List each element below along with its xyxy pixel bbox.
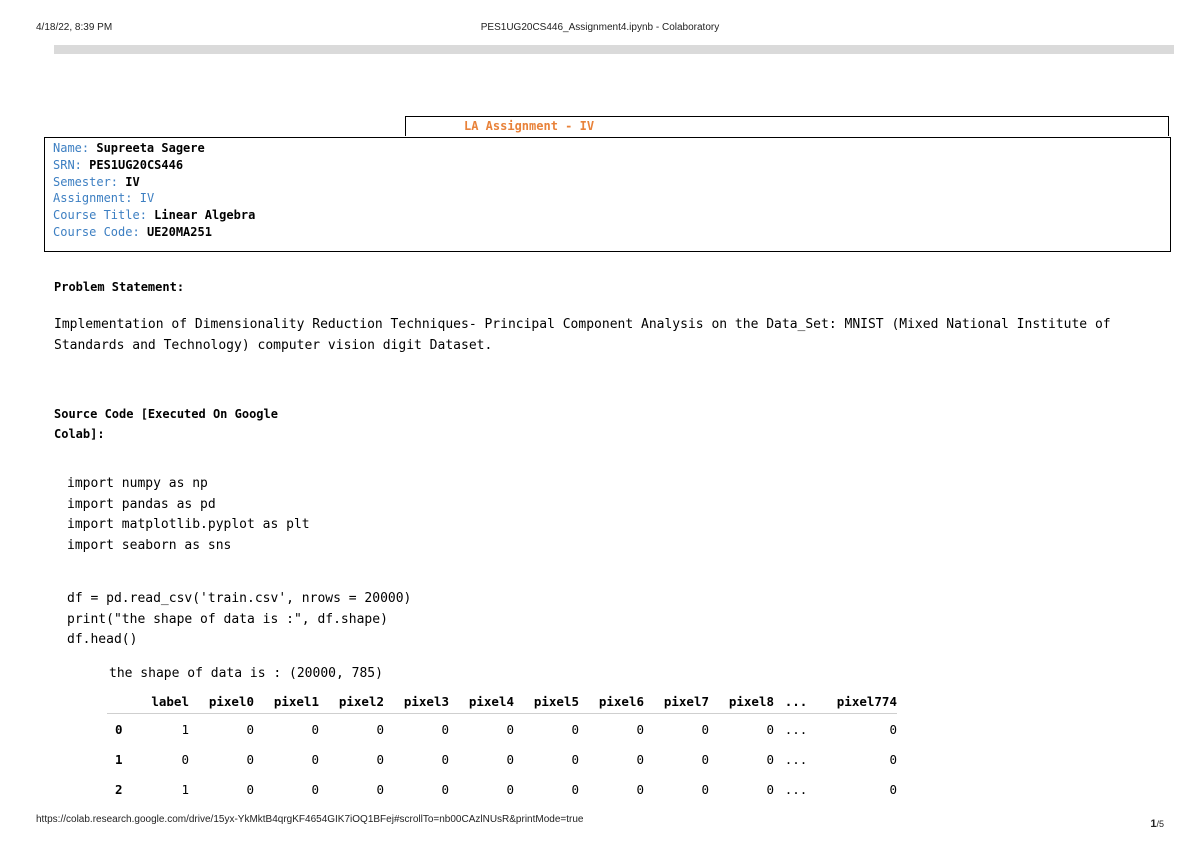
- column-header: label: [151, 693, 189, 709]
- table-cell: 0: [701, 721, 709, 737]
- column-header: pixel5: [533, 693, 579, 709]
- column-header: [107, 689, 141, 714]
- info-value: UE20MA251: [146, 224, 212, 239]
- table-cell: 0: [311, 751, 319, 767]
- info-label: Course Code:: [53, 224, 140, 239]
- info-row-course-title: [53, 207, 1170, 224]
- assignment-title: LA Assignment - IV: [464, 119, 595, 133]
- column-header: pixel0: [208, 693, 254, 709]
- table-row: [107, 744, 897, 774]
- info-label: SRN:: [53, 157, 82, 172]
- print-page-title: PES1UG20CS446_Assignment4.ipynb - Colaboratory: [480, 22, 720, 33]
- column-header: ...: [784, 693, 808, 709]
- table-row: [107, 714, 897, 745]
- table-cell: 0: [181, 751, 189, 767]
- code-cell-read-csv[interactable]: df = pd.read_csv('train.csv', nrows = 20000) print("the shape of data is :", df.shape) df.head(): [67, 591, 412, 647]
- row-index: 1: [115, 751, 123, 767]
- column-header: pixel7: [663, 693, 709, 709]
- info-row-assignment: [53, 190, 1170, 207]
- print-datetime: 4/18/22, 8:39 PM: [36, 22, 113, 33]
- table-cell: 1: [181, 781, 189, 797]
- table-cell: ...: [784, 751, 808, 767]
- table-cell: 0: [376, 721, 384, 737]
- table-cell: 0: [506, 781, 514, 797]
- table-cell: 0: [246, 751, 254, 767]
- column-header: pixel8: [728, 693, 774, 709]
- table-cell: 0: [571, 781, 579, 797]
- table-cell: 0: [441, 751, 449, 767]
- current-page: 1: [1150, 818, 1157, 830]
- info-row-course-code: [53, 224, 1170, 241]
- column-header: pixel6: [598, 693, 644, 709]
- info-label: Semester:: [53, 174, 119, 189]
- table-cell: 0: [766, 781, 774, 797]
- table-cell: 0: [246, 781, 254, 797]
- dataframe-output-table: [107, 689, 897, 804]
- page-number: [1150, 818, 1164, 830]
- info-value: IV: [139, 191, 155, 206]
- table-cell: 0: [571, 721, 579, 737]
- table-cell: 0: [311, 781, 319, 797]
- source-code-label: Source Code [Executed On Google Colab]:: [54, 407, 278, 441]
- info-label: Name:: [53, 141, 90, 155]
- table-cell: ...: [784, 781, 808, 797]
- table-cell: 0: [889, 721, 897, 737]
- info-value: Supreeta Sagere: [96, 141, 205, 155]
- student-info-box: [44, 137, 1171, 252]
- table-cell: 0: [571, 751, 579, 767]
- table-cell: 0: [701, 751, 709, 767]
- table-cell: 0: [506, 751, 514, 767]
- problem-statement-label: Problem Statement:: [54, 280, 185, 294]
- info-value: Linear Algebra: [154, 208, 256, 223]
- table-cell: 0: [441, 781, 449, 797]
- problem-statement-text: Implementation of Dimensionality Reduction Techniques- Principal Component Analysis on the Data_Set: MNIST (Mixed National Institute of Standards and Technology) computer vision digit Dataset.: [54, 317, 1111, 353]
- table-row: [107, 774, 897, 804]
- row-index: 0: [115, 721, 123, 737]
- table-cell: 0: [636, 751, 644, 767]
- info-row-name: [53, 140, 1170, 157]
- table-cell: 0: [636, 781, 644, 797]
- table-cell: 0: [636, 721, 644, 737]
- column-header: pixel774: [836, 693, 897, 709]
- code-cell-imports[interactable]: import numpy as np import pandas as pd import matplotlib.pyplot as plt import seaborn as sns: [67, 476, 310, 553]
- info-row-srn: [53, 157, 1170, 174]
- notebook-toolbar-bar: [54, 45, 1174, 54]
- table-cell: 0: [766, 751, 774, 767]
- table-cell: 0: [889, 781, 897, 797]
- table-cell: ...: [784, 721, 808, 737]
- footer-url[interactable]: https://colab.research.google.com/drive/15yx-YkMktB4qrgKF4654GIK7iOQ1BFej#scrollTo=nb00CAzlNUsR&printMode=true: [36, 814, 584, 825]
- total-pages: /5: [1156, 819, 1164, 829]
- table-cell: 0: [766, 721, 774, 737]
- table-cell: 1: [181, 721, 189, 737]
- info-value: PES1UG20CS446: [89, 157, 184, 172]
- table-cell: 0: [311, 721, 319, 737]
- column-header: pixel2: [338, 693, 384, 709]
- table-cell: 0: [376, 781, 384, 797]
- table-cell: 0: [506, 721, 514, 737]
- column-header: pixel4: [468, 693, 514, 709]
- table-cell: 0: [701, 781, 709, 797]
- table-cell: 0: [889, 751, 897, 767]
- table-cell: 0: [376, 751, 384, 767]
- info-label: Course Title:: [53, 208, 147, 223]
- info-label: Assignment:: [53, 191, 133, 206]
- column-header: pixel3: [403, 693, 449, 709]
- column-header: pixel1: [273, 693, 319, 709]
- table-cell: 0: [246, 721, 254, 737]
- assignment-title-box: [405, 116, 1169, 136]
- cell-output-text: the shape of data is : (20000, 785): [109, 666, 383, 681]
- table-header-row: [107, 689, 897, 714]
- info-row-semester: [53, 174, 1170, 191]
- info-value: IV: [125, 174, 140, 189]
- row-index: 2: [115, 781, 123, 797]
- table-cell: 0: [441, 721, 449, 737]
